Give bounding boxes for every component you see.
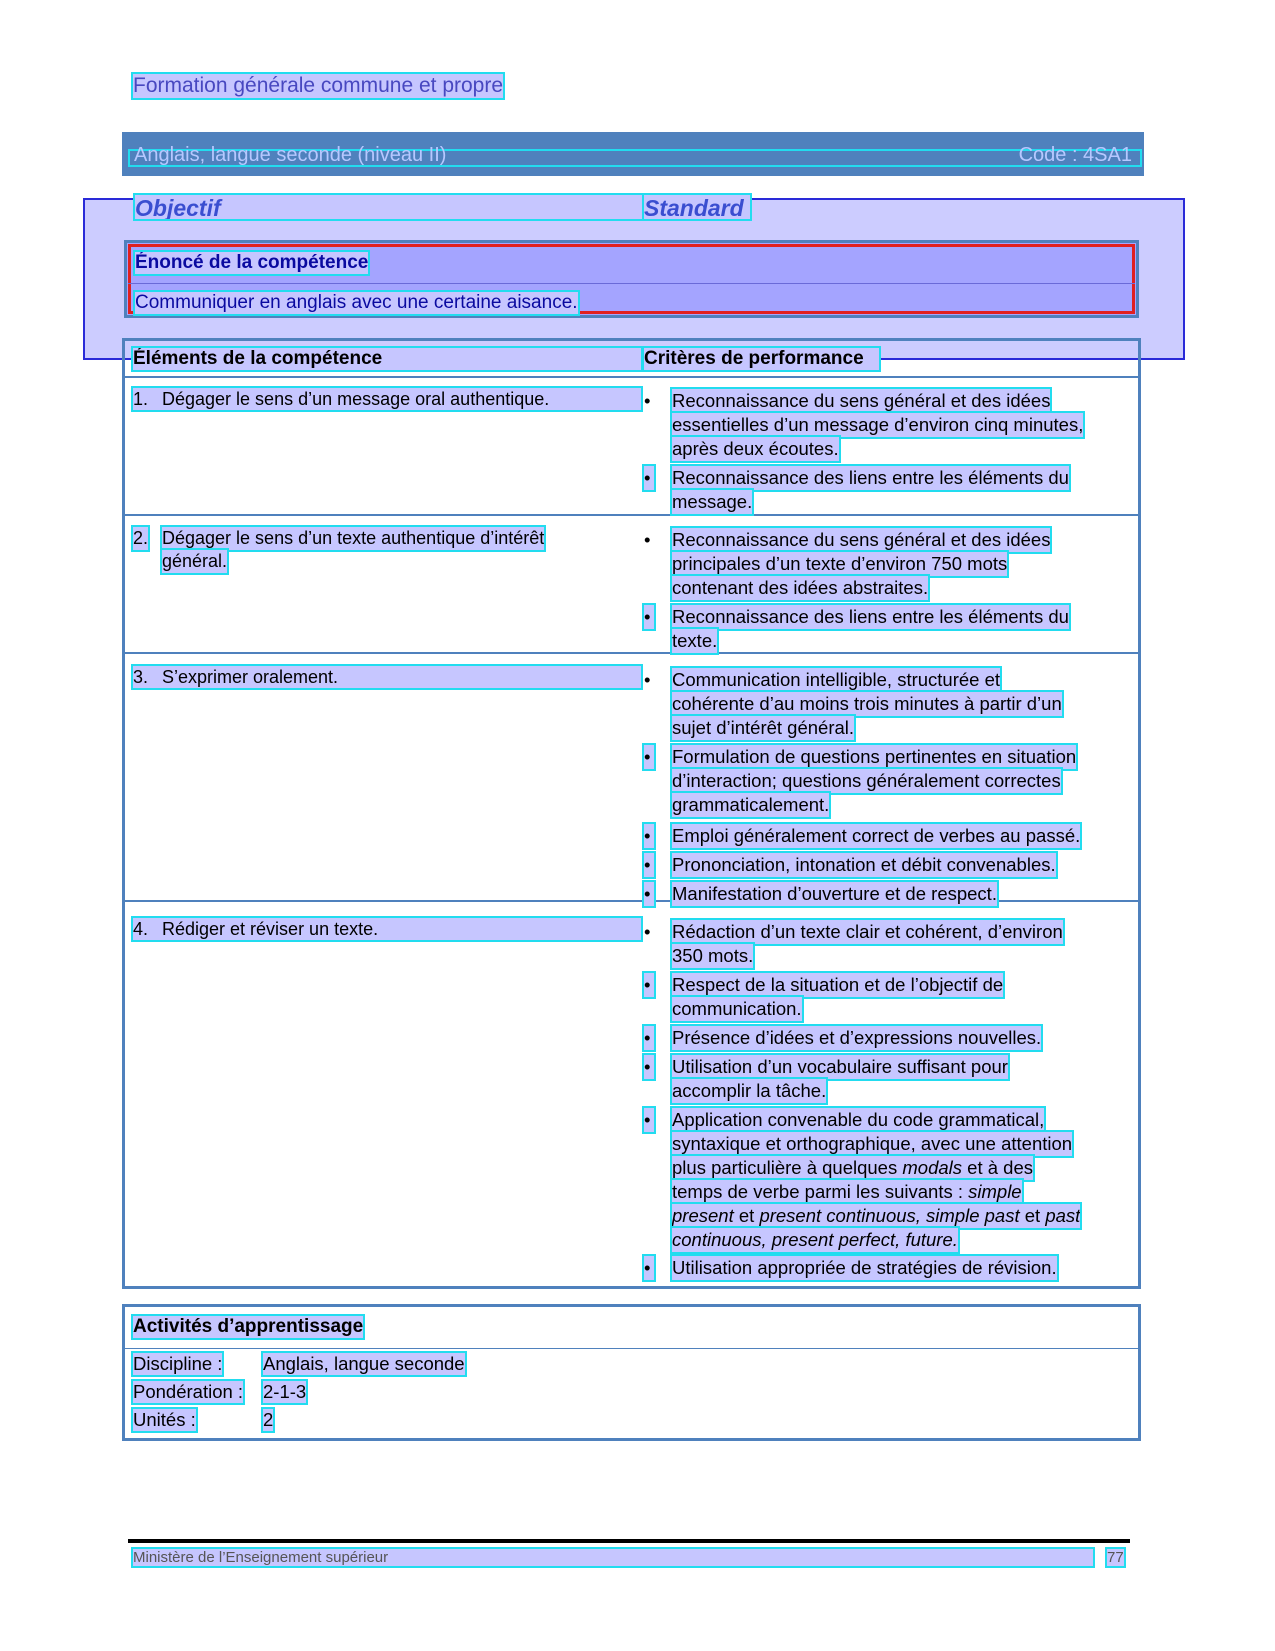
objectif-label: Objectif	[135, 195, 643, 219]
criterion-3-5: • Manifestation d’ouverture et de respect.	[644, 883, 997, 904]
criterion-4-2: • Respect de la situation et de l’objectif de communication.	[644, 974, 1004, 1019]
criterion-4-6: • Utilisation appropriée de stratégies de révision.	[644, 1257, 1057, 1278]
criterion-3-3: • Emploi généralement correct de verbes au passé.	[644, 825, 1081, 846]
criterion-3-4: • Prononciation, intonation et débit convenables.	[644, 854, 1056, 875]
ponderation-row: Pondération : 2-1-3	[133, 1381, 307, 1402]
unites-row: Unités : 2	[133, 1409, 274, 1430]
criterion-4-1: • Rédaction d’un texte clair et cohérent, d’environ 350 mots.	[644, 921, 1063, 966]
criterion-4-3: • Présence d’idées et d’expressions nouvelles.	[644, 1027, 1042, 1048]
table-header-divider	[125, 376, 1138, 378]
element-3: 3. S’exprimer oralement.	[133, 666, 641, 688]
element-1: 1. Dégager le sens d’un message oral authentique.	[133, 388, 641, 410]
footer-ministry: Ministère de l’Enseignement supérieur	[133, 1549, 1093, 1566]
criterion-2-1: • Reconnaissance du sens général et des idées principales d’un texte d’environ 750 mots contenant des idées abstraites.	[644, 529, 1051, 598]
enonce-text: Communiquer en anglais avec une certaine aisance.	[135, 292, 578, 313]
enonce-title: Énoncé de la compétence	[135, 252, 369, 273]
row-divider	[125, 514, 1138, 516]
criterion-3-2: • Formulation de questions pertinentes en situation d’interaction; questions généralement correctes grammaticalement.	[644, 746, 1077, 815]
course-title: Anglais, langue seconde (niveau II)	[134, 144, 447, 166]
activities-divider	[125, 1348, 1138, 1349]
activities-title: Activités d’apprentissage	[133, 1316, 364, 1337]
elements-header: Éléments de la compétence	[133, 348, 641, 370]
enonce-divider	[128, 283, 1135, 284]
element-4: 4. Rédiger et réviser un texte.	[133, 918, 641, 940]
page-header: Formation générale commune et propre	[133, 74, 504, 97]
criterion-1-2: • Reconnaissance des liens entre les éléments du message.	[644, 467, 1069, 512]
discipline-row: Discipline : Anglais, langue seconde	[133, 1353, 465, 1374]
course-title-bar	[122, 132, 1144, 176]
page-number: 77	[1107, 1549, 1124, 1566]
criterion-1-1: • Reconnaissance du sens général et des idées essentielles d’un message d’environ cinq minutes, après deux écoutes.	[644, 390, 1084, 459]
standard-label: Standard	[644, 195, 750, 219]
course-code: Code : 4SA1	[1018, 144, 1132, 166]
footer-rule	[128, 1539, 1130, 1543]
element-2: 2. Dégager le sens d’un texte authentique d’intérêt général.	[133, 528, 545, 571]
criterion-4-4: • Utilisation d’un vocabulaire suffisant pour accomplir la tâche.	[644, 1056, 1008, 1101]
criterion-2-2: • Reconnaissance des liens entre les éléments du texte.	[644, 606, 1069, 651]
criterion-4-5: • Application convenable du code grammatical, syntaxique et orthographique, avec une attention plus particulière à quelques modals et à des temps de verbe parmi les suivants : simple present et present continuous, simple past et past continuous, present perfect, future.	[644, 1109, 1081, 1250]
criterion-3-1: • Communication intelligible, structurée et cohérente d’au moins trois minutes à partir d’un sujet d’intérêt général.	[644, 669, 1062, 738]
criteres-header: Critères de performance	[644, 348, 879, 370]
